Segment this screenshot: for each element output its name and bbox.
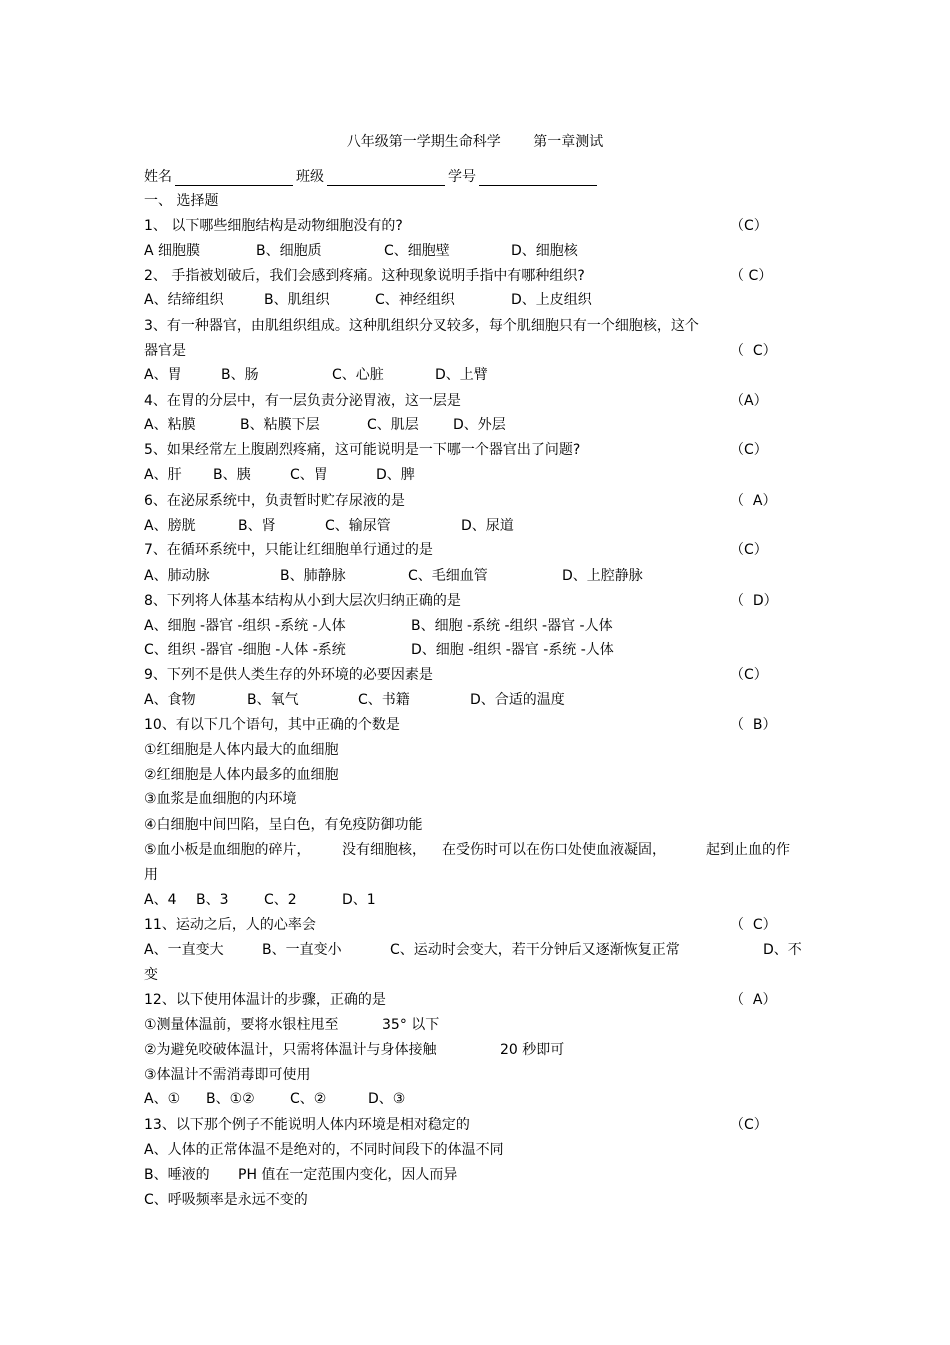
option: C、组织 -器官 -细胞 -人体 -系统 — [144, 642, 346, 658]
option: B、3 — [196, 892, 229, 908]
option: D、③ — [368, 1091, 406, 1107]
question-text: 6、在泌尿系统中，负责暂时贮存尿液的是 — [144, 493, 405, 509]
statement: ②红细胞是人体内最多的血细胞 — [144, 767, 339, 783]
option: C、心脏 — [332, 367, 384, 383]
statement: C、呼吸频率是永远不变的 — [144, 1192, 308, 1208]
option: C、胃 — [290, 467, 328, 483]
option: C、书籍 — [358, 692, 410, 708]
option: C、② — [290, 1091, 327, 1107]
option: C、毛细血管 — [408, 568, 488, 584]
option: C、运动时会变大，若干分钟后又逐渐恢复正常 — [390, 942, 680, 958]
name-field[interactable] — [175, 167, 293, 186]
option: A、细胞 -器官 -组织 -系统 -人体 — [144, 618, 346, 634]
question-text: 4、在胃的分层中，有一层负责分泌胃液，这一层是 — [144, 393, 461, 409]
answer-mark: （C） — [730, 218, 768, 234]
class-label: 班级 — [296, 169, 324, 185]
id-label: 学号 — [448, 169, 476, 185]
statement: 变 — [144, 967, 158, 983]
answer-mark: （A） — [730, 393, 768, 409]
option: B、①② — [206, 1091, 255, 1107]
answer-mark: （C） — [730, 1117, 768, 1133]
answer-mark: （ B） — [730, 717, 777, 733]
question-text: 2、 手指被划破后，我们会感到疼痛。这种现象说明手指中有哪种组织? — [144, 268, 585, 284]
statement-part: B、唾液的 — [144, 1167, 210, 1183]
option: A、胃 — [144, 367, 182, 383]
answer-mark: （ C） — [730, 917, 777, 933]
option: D、脾 — [376, 467, 415, 483]
title-right: 第一章测试 — [533, 134, 604, 150]
option: A、肝 — [144, 467, 182, 483]
option: D、合适的温度 — [470, 692, 565, 708]
statement: A、人体的正常体温不是绝对的，不同时间段下的体温不同 — [144, 1142, 504, 1158]
option: D、上皮组织 — [511, 292, 592, 308]
answer-mark: （ A） — [730, 493, 777, 509]
answer-mark: （ D） — [730, 593, 778, 609]
statement-part: ⑤血小板是血细胞的碎片， — [144, 842, 311, 858]
answer-mark: （C） — [730, 667, 768, 683]
option: D、外层 — [453, 417, 506, 433]
option: D、不 — [763, 942, 802, 958]
option: D、上臂 — [435, 367, 488, 383]
option: A、粘膜 — [144, 417, 196, 433]
title-left: 八年级第一学期生命科学 — [346, 134, 501, 150]
statement: ③体温计不需消毒即可使用 — [144, 1067, 311, 1083]
option: B、肾 — [238, 518, 276, 534]
option: C、细胞壁 — [384, 243, 450, 259]
class-field[interactable] — [327, 167, 445, 186]
question-text: 1、 以下哪些细胞结构是动物细胞没有的? — [144, 218, 403, 234]
question-text: 12、以下使用体温计的步骤，正确的是 — [144, 992, 386, 1008]
option: B、胰 — [213, 467, 251, 483]
option: A、食物 — [144, 692, 196, 708]
statement: ④白细胞中间凹陷，呈白色，有免疫防御功能 — [144, 817, 423, 833]
statement-part: 在受伤时可以在伤口处使血液凝固， — [442, 842, 666, 858]
question-text: 13、以下那个例子不能说明人体内环境是相对稳定的 — [144, 1117, 470, 1133]
question-text: 3、有一种器官，由肌组织组成。这种肌组织分叉较多，每个肌细胞只有一个细胞核，这个 — [144, 318, 699, 334]
answer-mark: （ A） — [730, 992, 777, 1008]
option: C、肌层 — [367, 417, 419, 433]
statement-part: 起到止血的作 — [706, 842, 790, 858]
option: A、一直变大 — [144, 942, 224, 958]
question-text: 10、有以下几个语句，其中正确的个数是 — [144, 717, 400, 733]
statement-part: ①测量体温前，要将水银柱甩至 — [144, 1017, 339, 1033]
question-text: 5、如果经常左上腹剧烈疼痛，这可能说明是一下哪一个器官出了问题? — [144, 442, 581, 458]
id-field[interactable] — [479, 167, 597, 186]
statement: ③血浆是血细胞的内环境 — [144, 791, 297, 807]
question-text: 8、下列将人体基本结构从小到大层次归纳正确的是 — [144, 593, 461, 609]
option: B、氧气 — [247, 692, 299, 708]
statement-part: 没有细胞核， — [342, 842, 426, 858]
option: C、输尿管 — [325, 518, 391, 534]
option: C、2 — [264, 892, 297, 908]
question-text: 器官是 — [144, 343, 186, 359]
option: B、细胞质 — [256, 243, 322, 259]
option: A、结缔组织 — [144, 292, 224, 308]
statement-part: 20 秒即可 — [500, 1042, 565, 1058]
statement: ①红细胞是人体内最大的血细胞 — [144, 742, 339, 758]
page-title — [0, 131, 950, 151]
option: B、肺静脉 — [280, 568, 346, 584]
option: C、神经组织 — [375, 292, 455, 308]
option: A、膀胱 — [144, 518, 196, 534]
question-text: 9、下列不是供人类生存的外环境的必要因素是 — [144, 667, 433, 683]
statement-part: ②为避免咬破体温计，只需将体温计与身体接触 — [144, 1042, 437, 1058]
answer-mark: （ C） — [730, 268, 773, 284]
answer-mark: （C） — [730, 442, 768, 458]
answer-mark: （ C） — [730, 343, 777, 359]
question-text: 7、在循环系统中，只能让红细胞单行通过的是 — [144, 542, 433, 558]
option: D、1 — [342, 892, 376, 908]
answer-mark: （C） — [730, 542, 768, 558]
question-text: 11、运动之后，人的心率会 — [144, 917, 316, 933]
statement: 用 — [144, 867, 158, 883]
statement-part: 35° 以下 — [382, 1017, 440, 1033]
option: B、细胞 -系统 -组织 -器官 -人体 — [411, 618, 613, 634]
option: A、4 — [144, 892, 177, 908]
option: D、细胞 -组织 -器官 -系统 -人体 — [411, 642, 614, 658]
option: D、上腔静脉 — [562, 568, 643, 584]
option: B、粘膜下层 — [240, 417, 320, 433]
option: D、细胞核 — [511, 243, 578, 259]
student-info — [144, 166, 600, 186]
option: A、① — [144, 1091, 181, 1107]
section-heading: 一、 选择题 — [144, 193, 219, 209]
statement-part: PH 值在一定范围内变化，因人而异 — [238, 1167, 458, 1183]
option: B、一直变小 — [262, 942, 342, 958]
option: A 细胞膜 — [144, 243, 201, 259]
option: D、尿道 — [461, 518, 514, 534]
name-label: 姓名 — [144, 169, 172, 185]
option: B、肌组织 — [264, 292, 330, 308]
option: B、肠 — [221, 367, 259, 383]
option: A、肺动脉 — [144, 568, 210, 584]
